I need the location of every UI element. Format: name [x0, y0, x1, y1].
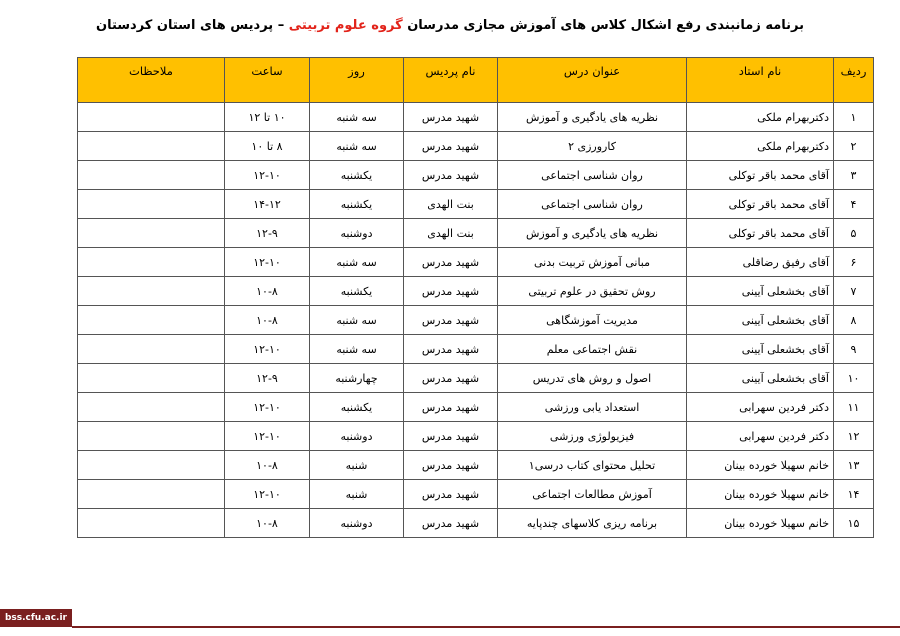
title-prefix: برنامه زمانبندی رفع اشکال کلاس های آموزش مجازی مدرسان — [402, 18, 804, 33]
cell-row-number: ۱۵ — [834, 509, 874, 538]
cell-row-number: ۱۳ — [834, 451, 874, 480]
cell-campus: شهید مدرس — [404, 335, 498, 364]
cell-time: ۱۰-۸ — [225, 451, 310, 480]
cell-course: تحلیل محتوای کتاب درسی۱ — [498, 451, 687, 480]
cell-day: سه شنبه — [310, 103, 404, 132]
table-row — [78, 480, 874, 509]
cell-day: سه شنبه — [310, 335, 404, 364]
table-row — [78, 393, 874, 422]
page-title — [0, 18, 900, 33]
cell-teacher: دکتربهرام ملکی — [687, 132, 834, 161]
cell-campus: بنت الهدی — [404, 190, 498, 219]
cell-campus: شهید مدرس — [404, 161, 498, 190]
cell-notes — [78, 422, 225, 451]
cell-row-number: ۲ — [834, 132, 874, 161]
cell-course: آموزش مطالعات اجتماعی — [498, 480, 687, 509]
cell-time: ۱۰ تا ۱۲ — [225, 103, 310, 132]
schedule-table — [77, 57, 874, 538]
cell-notes — [78, 161, 225, 190]
cell-course: نظریه های یادگیری و آموزش — [498, 103, 687, 132]
table-row — [78, 132, 874, 161]
cell-time: ۱۴-۱۲ — [225, 190, 310, 219]
cell-notes — [78, 509, 225, 538]
cell-course: استعداد یابی ورزشی — [498, 393, 687, 422]
cell-day: سه شنبه — [310, 248, 404, 277]
cell-teacher: آقای بخشعلی آیینی — [687, 306, 834, 335]
cell-course: مدیریت آموزشگاهی — [498, 306, 687, 335]
cell-row-number: ۱۲ — [834, 422, 874, 451]
cell-notes — [78, 248, 225, 277]
cell-course: روان شناسی اجتماعی — [498, 190, 687, 219]
cell-day: یکشنبه — [310, 161, 404, 190]
cell-row-number: ۱۱ — [834, 393, 874, 422]
cell-time: ۱۲-۱۰ — [225, 161, 310, 190]
table-row — [78, 364, 874, 393]
cell-course: نقش اجتماعی معلم — [498, 335, 687, 364]
cell-teacher: آقای محمد باقر توکلی — [687, 161, 834, 190]
cell-campus: شهید مدرس — [404, 393, 498, 422]
cell-teacher: خانم سهیلا خورده بینان — [687, 451, 834, 480]
cell-course: فیزیولوژی ورزشی — [498, 422, 687, 451]
header-campus: نام پردیس — [404, 58, 498, 103]
cell-campus: شهید مدرس — [404, 364, 498, 393]
header-row-number: ردیف — [834, 58, 874, 103]
table-row — [78, 190, 874, 219]
cell-day: دوشنبه — [310, 422, 404, 451]
cell-teacher: دکتر فردین سهرابی — [687, 422, 834, 451]
table-row — [78, 103, 874, 132]
cell-time: ۸ تا ۱۰ — [225, 132, 310, 161]
cell-time: ۱۲-۹ — [225, 364, 310, 393]
cell-teacher: آقای رفیق رضاقلی — [687, 248, 834, 277]
cell-row-number: ۴ — [834, 190, 874, 219]
cell-time: ۱۰-۸ — [225, 306, 310, 335]
cell-time: ۱۰-۸ — [225, 509, 310, 538]
header-day: روز — [310, 58, 404, 103]
cell-day: دوشنبه — [310, 509, 404, 538]
cell-teacher: خانم سهیلا خورده بینان — [687, 480, 834, 509]
cell-campus: شهید مدرس — [404, 277, 498, 306]
cell-course: نظریه های یادگیری و آموزش — [498, 219, 687, 248]
cell-notes — [78, 219, 225, 248]
cell-teacher: خانم سهیلا خورده بینان — [687, 509, 834, 538]
cell-teacher: دکتر فردین سهرابی — [687, 393, 834, 422]
title-highlight: گروه علوم تربیتی — [288, 18, 403, 33]
table-row — [78, 422, 874, 451]
cell-day: شنبه — [310, 480, 404, 509]
cell-time: ۱۲-۱۰ — [225, 422, 310, 451]
cell-campus: شهید مدرس — [404, 509, 498, 538]
cell-row-number: ۱ — [834, 103, 874, 132]
cell-time: ۱۰-۸ — [225, 277, 310, 306]
cell-row-number: ۱۴ — [834, 480, 874, 509]
cell-teacher: آقای محمد باقر توکلی — [687, 219, 834, 248]
cell-notes — [78, 132, 225, 161]
table-row — [78, 219, 874, 248]
cell-row-number: ۷ — [834, 277, 874, 306]
footer-site-badge[interactable]: bss.cfu.ac.ir — [0, 609, 72, 627]
cell-day: سه شنبه — [310, 132, 404, 161]
cell-campus: شهید مدرس — [404, 480, 498, 509]
table-row — [78, 509, 874, 538]
cell-day: یکشنبه — [310, 393, 404, 422]
cell-notes — [78, 277, 225, 306]
cell-row-number: ۳ — [834, 161, 874, 190]
table-row — [78, 248, 874, 277]
header-teacher: نام استاد — [687, 58, 834, 103]
cell-day: شنبه — [310, 451, 404, 480]
cell-notes — [78, 306, 225, 335]
cell-row-number: ۸ — [834, 306, 874, 335]
cell-course: روان شناسی اجتماعی — [498, 161, 687, 190]
cell-time: ۱۲-۱۰ — [225, 393, 310, 422]
cell-time: ۱۲-۹ — [225, 219, 310, 248]
table-row — [78, 335, 874, 364]
cell-notes — [78, 190, 225, 219]
cell-notes — [78, 393, 225, 422]
header-notes: ملاحظات — [78, 58, 225, 103]
cell-row-number: ۵ — [834, 219, 874, 248]
cell-course: اصول و روش های تدریس — [498, 364, 687, 393]
cell-campus: شهید مدرس — [404, 132, 498, 161]
cell-notes — [78, 364, 225, 393]
cell-row-number: ۹ — [834, 335, 874, 364]
table-row — [78, 277, 874, 306]
cell-notes — [78, 103, 225, 132]
cell-course: مبانی آموزش تربیت بدنی — [498, 248, 687, 277]
cell-notes — [78, 335, 225, 364]
cell-campus: شهید مدرس — [404, 248, 498, 277]
header-time: ساعت — [225, 58, 310, 103]
header-course: عنوان درس — [498, 58, 687, 103]
table-row — [78, 161, 874, 190]
cell-teacher: دکتربهرام ملکی — [687, 103, 834, 132]
cell-teacher: آقای محمد باقر توکلی — [687, 190, 834, 219]
cell-course: کارورزی ۲ — [498, 132, 687, 161]
cell-campus: شهید مدرس — [404, 103, 498, 132]
cell-campus: شهید مدرس — [404, 451, 498, 480]
cell-day: یکشنبه — [310, 190, 404, 219]
cell-time: ۱۲-۱۰ — [225, 248, 310, 277]
cell-day: یکشنبه — [310, 277, 404, 306]
cell-campus: بنت الهدی — [404, 219, 498, 248]
cell-campus: شهید مدرس — [404, 422, 498, 451]
cell-course: برنامه ریزی کلاسهای چندپایه — [498, 509, 687, 538]
cell-notes — [78, 451, 225, 480]
cell-course: روش تحقیق در علوم تربیتی — [498, 277, 687, 306]
cell-day: سه شنبه — [310, 306, 404, 335]
table-row — [78, 306, 874, 335]
cell-campus: شهید مدرس — [404, 306, 498, 335]
cell-notes — [78, 480, 225, 509]
cell-teacher: آقای بخشعلی آیینی — [687, 335, 834, 364]
title-suffix: – پردیس های استان کردستان — [95, 18, 289, 33]
cell-day: دوشنبه — [310, 219, 404, 248]
cell-teacher: آقای بخشعلی آیینی — [687, 364, 834, 393]
cell-row-number: ۶ — [834, 248, 874, 277]
cell-row-number: ۱۰ — [834, 364, 874, 393]
footer-divider — [72, 626, 900, 628]
table-header-row — [78, 58, 874, 103]
cell-teacher: آقای بخشعلی آیینی — [687, 277, 834, 306]
table-row — [78, 451, 874, 480]
cell-time: ۱۲-۱۰ — [225, 335, 310, 364]
cell-time: ۱۲-۱۰ — [225, 480, 310, 509]
cell-day: چهارشنبه — [310, 364, 404, 393]
